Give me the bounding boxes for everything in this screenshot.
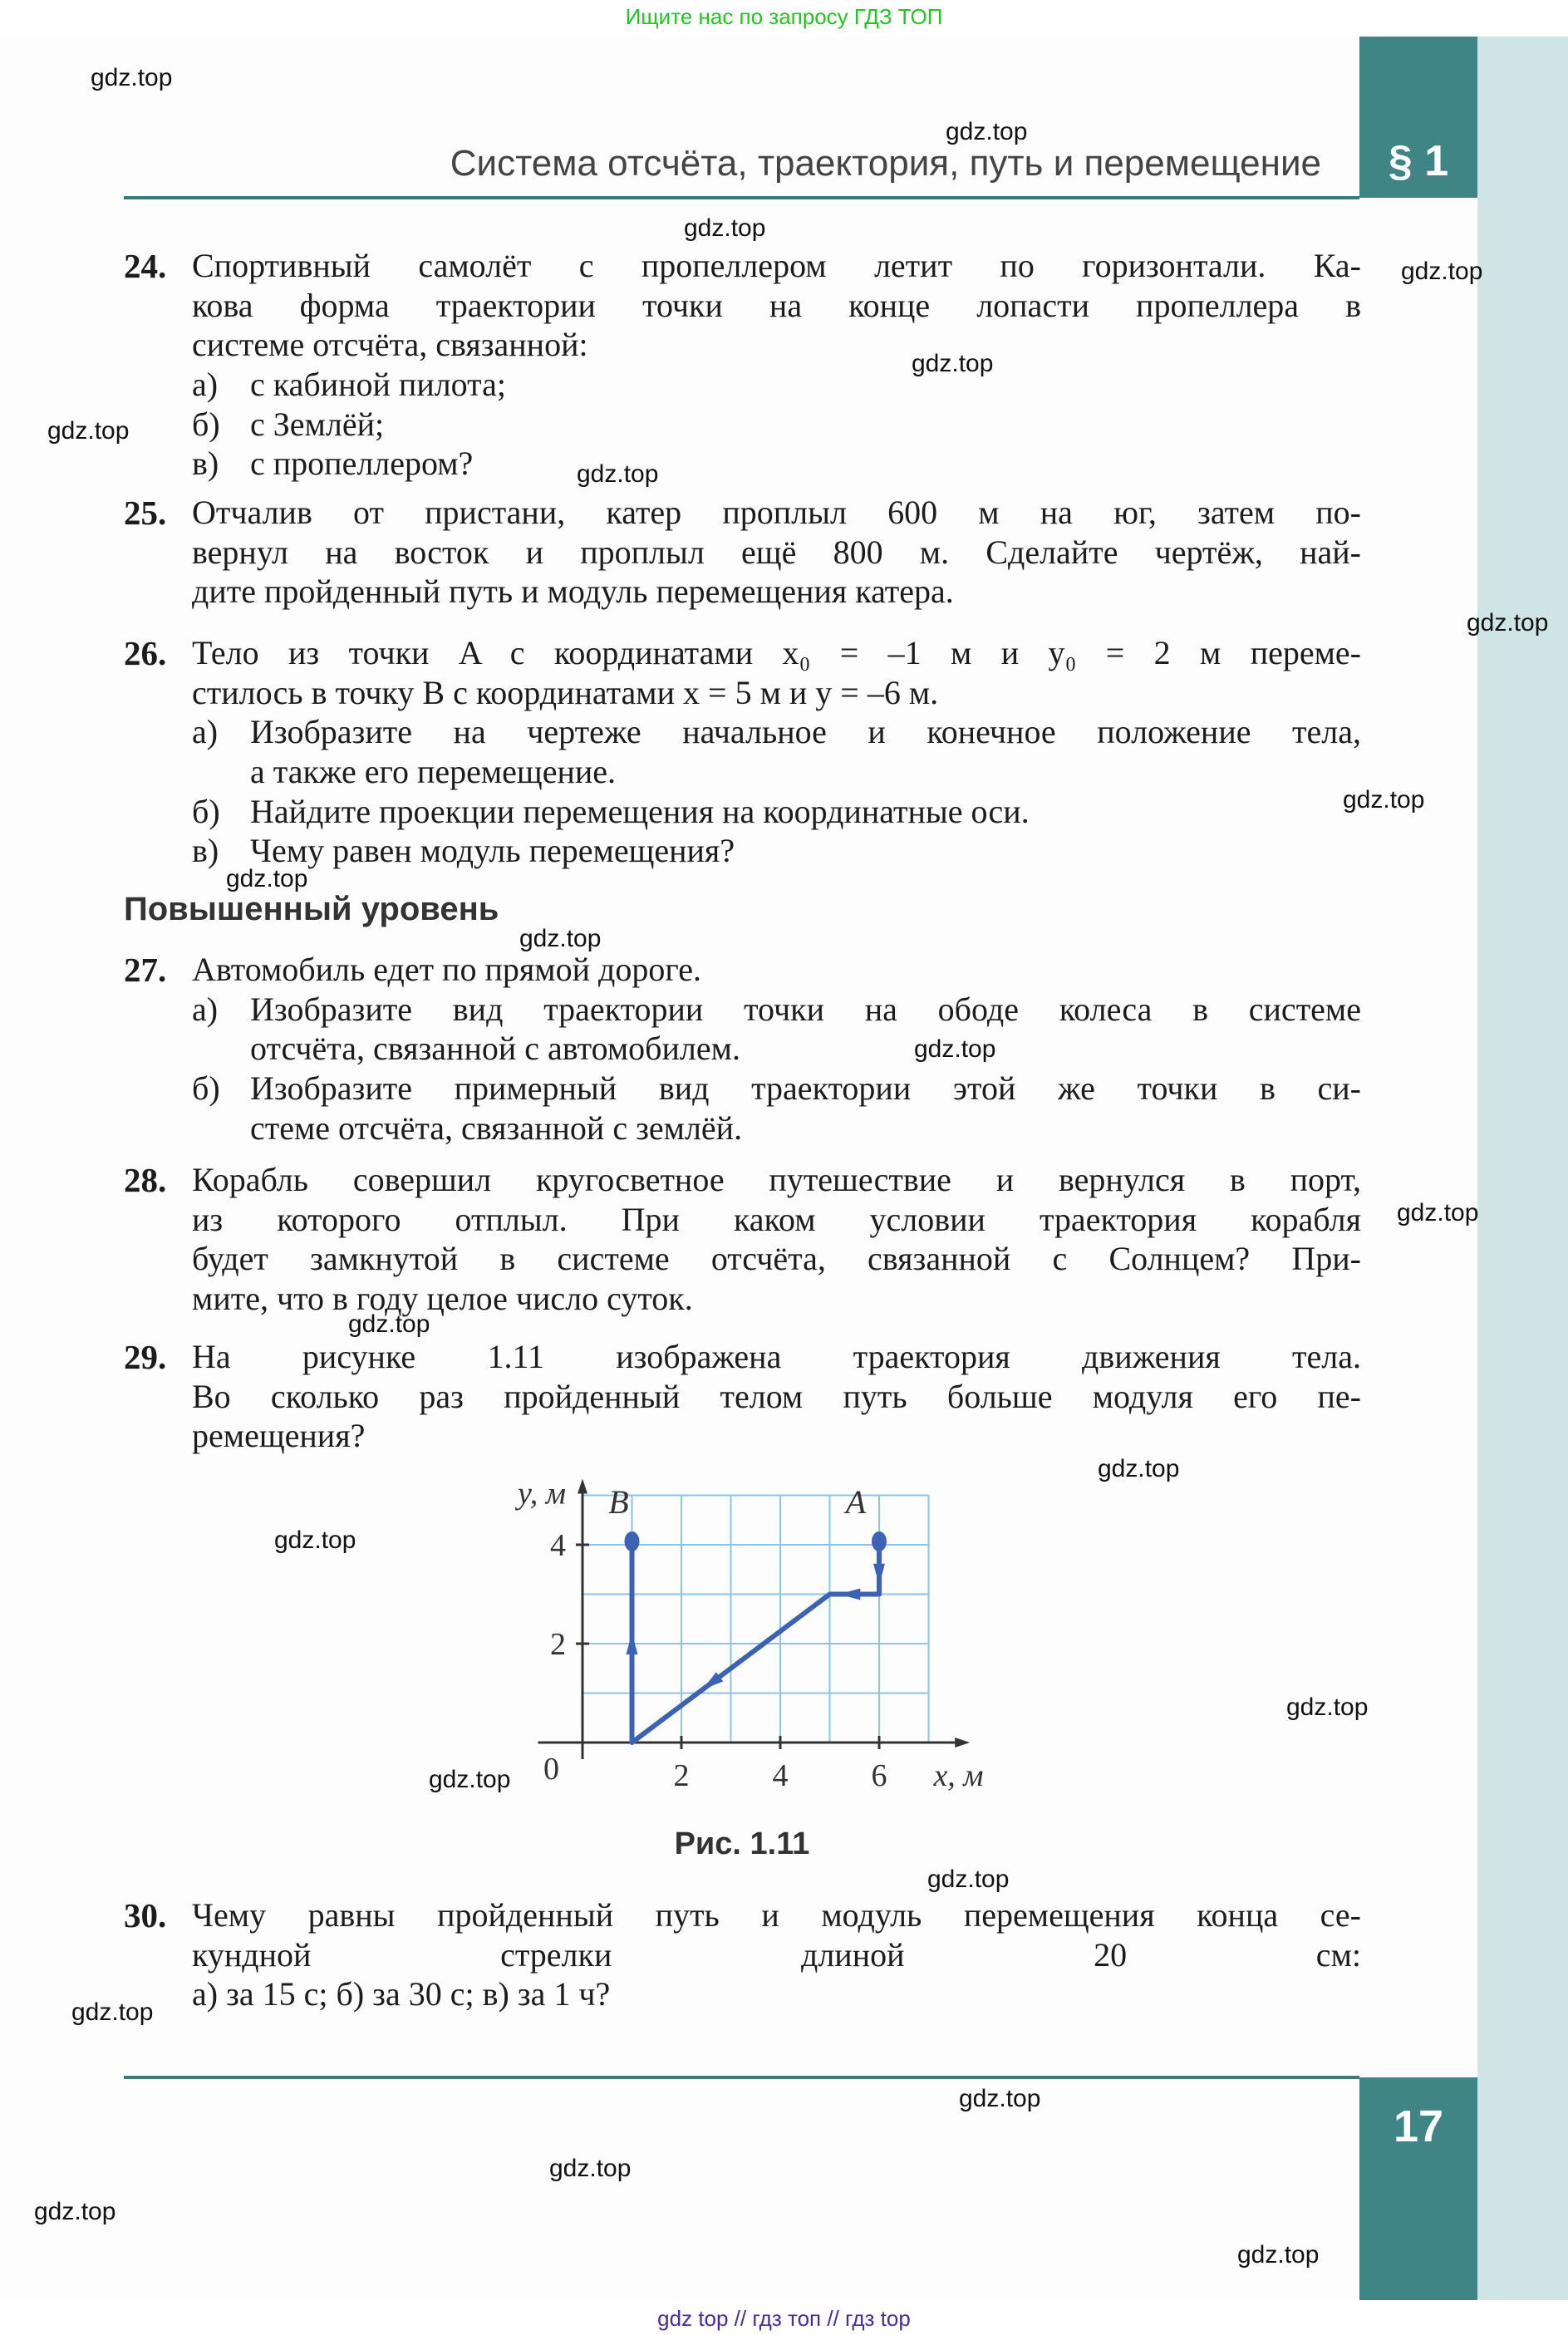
sub-question-label: а)	[192, 990, 219, 1028]
sub-question-label: б)	[192, 1069, 220, 1108]
section-number: § 1	[1388, 137, 1449, 185]
watermark: gdz.top	[429, 1766, 511, 1793]
watermark: gdz.top	[914, 1035, 996, 1063]
watermark: gdz.top	[1467, 609, 1549, 637]
problem-27	[124, 950, 1361, 1148]
point-label: B	[608, 1483, 629, 1521]
problem-30	[124, 1895, 1361, 2014]
text-line: кундной стрелки длиной 20 см:	[192, 1935, 1361, 1974]
sub-question-text	[250, 444, 1361, 484]
text-line: стеме отсчёта, связанной с землёй.	[250, 1109, 743, 1147]
y-tick-label: 4	[550, 1528, 566, 1563]
text-line: с пропеллером?	[250, 445, 474, 483]
problem-25	[124, 493, 1361, 612]
problem-number: 29.	[124, 1338, 167, 1376]
sub-question-text	[250, 831, 1361, 871]
text-line: будет замкнутой в системе отсчёта, связанной с Солнцем? При-	[192, 1240, 1361, 1278]
text-line: Тело из точки A с координатами x₀ = –1 м и y₀ = 2 м переме-	[192, 634, 1361, 671]
watermark: gdz.top	[1401, 258, 1483, 285]
x-axis-arrow	[955, 1738, 970, 1748]
sub-question-label: б)	[192, 405, 220, 443]
page-header-title: Система отсчёта, траектория, путь и перемещение	[450, 143, 1321, 184]
text-line: с кабиной пилота;	[250, 366, 506, 404]
point-B	[625, 1531, 640, 1551]
watermark: gdz.top	[577, 460, 659, 488]
sub-question-label: в)	[192, 445, 219, 483]
sub-question-text	[250, 405, 1361, 445]
page-number: 17	[1393, 2102, 1444, 2151]
text-line: вернул на восток и проплыл ещё 800 м. Сделайте чертёж, най-	[192, 533, 1361, 571]
sub-question	[192, 405, 1361, 445]
text-line: Спортивный самолёт с пропеллером летит по горизонтали. Ка-	[192, 247, 1361, 284]
text-line: Найдите проекции перемещения на координатные оси.	[250, 792, 1030, 830]
text-line: стилось в точку B с координатами x = 5 м и y = –6 м.	[192, 673, 939, 711]
x-tick-label: 4	[772, 1758, 789, 1793]
text-line: из которого отплыл. При каком условии траектория корабля	[192, 1200, 1361, 1238]
trajectory-figure	[465, 1462, 997, 1828]
sub-question-text	[250, 990, 1361, 1069]
text-line: Отчалив от пристани, катер проплыл 600 м на юг, затем по-	[192, 494, 1361, 531]
watermark: gdz.top	[946, 118, 1028, 145]
text-line: отсчёта, связанной с автомобилем.	[250, 1030, 740, 1068]
text-line: Чему равны пройденный путь и модуль перемещения конца се-	[192, 1896, 1361, 1934]
sub-question-label: а)	[192, 366, 219, 404]
footer-rule	[124, 2076, 1359, 2079]
watermark: gdz.top	[91, 64, 173, 91]
problem-text	[192, 633, 1361, 871]
text-line: ремещения?	[192, 1417, 366, 1455]
sub-question-text	[250, 792, 1361, 832]
text-line: Изобразите на чертеже начальное и конечное положение тела,	[250, 713, 1361, 751]
x-tick-label: 2	[673, 1758, 690, 1793]
problem-29	[124, 1337, 1361, 1456]
sub-question-text	[250, 712, 1361, 791]
problem-text	[192, 493, 1361, 612]
watermark: gdz.top	[274, 1526, 356, 1554]
problem-number: 27.	[124, 951, 167, 989]
text-line: Изобразите примерный вид траектории этой же точки в си-	[250, 1069, 1361, 1108]
problem-text	[192, 1895, 1361, 2014]
point-A	[872, 1531, 887, 1551]
text-line: Изобразите вид траектории точки на ободе колеса в системе	[250, 990, 1361, 1028]
sub-question-text	[250, 1069, 1361, 1148]
figure-caption: Рис. 1.11	[674, 1826, 810, 1861]
y-axis-label: y, м	[517, 1476, 566, 1512]
text-line: Автомобиль едет по прямой дороге.	[192, 951, 701, 988]
watermark: gdz.top	[519, 925, 602, 952]
problem-text	[192, 950, 1361, 1148]
footer-links[interactable]: gdz top // гдз топ // гдз top	[657, 2306, 911, 2331]
sub-question	[192, 712, 1361, 791]
sub-question-label: б)	[192, 792, 220, 830]
direction-arrow	[873, 1564, 885, 1585]
level-heading: Повышенный уровень	[124, 891, 499, 927]
problem-number: 25.	[124, 494, 167, 532]
sub-question-label: а)	[192, 713, 219, 751]
text-line: а) за 15 с; б) за 30 с; в) за 1 ч?	[192, 1975, 611, 2013]
watermark: gdz.top	[1098, 1455, 1180, 1482]
watermark: gdz.top	[34, 2198, 116, 2225]
watermark: gdz.top	[348, 1310, 430, 1338]
sub-question-label: в)	[192, 832, 219, 870]
sub-question	[192, 792, 1361, 832]
watermark: gdz.top	[1286, 1693, 1369, 1721]
watermark: gdz.top	[1343, 786, 1425, 814]
text-line: Чему равен модуль перемещения?	[250, 832, 735, 870]
point-label: A	[845, 1483, 867, 1521]
text-line: а также его перемещение.	[250, 753, 617, 791]
x-axis-label: x, м	[933, 1758, 984, 1793]
watermark: gdz.top	[959, 2085, 1041, 2112]
sub-question	[192, 1069, 1361, 1148]
watermark: gdz.top	[47, 417, 130, 445]
watermark: gdz.top	[549, 2155, 632, 2182]
header-rule	[124, 196, 1359, 199]
search-hint: Ищите нас по запросу ГДЗ ТОП	[625, 4, 943, 29]
problem-text	[192, 246, 1361, 484]
page-number-tab	[1359, 2077, 1477, 2300]
section-tab	[1359, 37, 1477, 198]
problem-number: 26.	[124, 634, 167, 672]
text-line: На рисунке 1.11 изображена траектория движения тела.	[192, 1338, 1361, 1375]
text-line: дите пройденный путь и модуль перемещения катера.	[192, 573, 954, 611]
watermark: gdz.top	[71, 1998, 154, 2026]
problem-24	[124, 246, 1361, 484]
sub-question-text	[250, 365, 1361, 405]
watermark: gdz.top	[1397, 1199, 1479, 1226]
y-axis-arrow	[578, 1479, 587, 1494]
page-edge-strip	[1477, 37, 1568, 2300]
problem-number: 30.	[124, 1896, 167, 1934]
text-line: мите, что в году целое число суток.	[192, 1280, 693, 1318]
sub-question	[192, 444, 1361, 484]
watermark: gdz.top	[684, 214, 766, 242]
text-line: Корабль совершил кругосветное путешествие и вернулся в порт,	[192, 1161, 1361, 1198]
sub-question	[192, 990, 1361, 1069]
direction-arrow	[838, 1589, 860, 1600]
watermark: gdz.top	[226, 865, 308, 892]
watermark: gdz.top	[912, 350, 994, 377]
sub-question	[192, 365, 1361, 405]
problem-28	[124, 1160, 1361, 1319]
x-tick-label: 6	[871, 1758, 887, 1793]
top-banner	[0, 0, 1568, 37]
text-line: кова форма траектории точки на конце лопасти пропеллера в	[192, 286, 1361, 324]
text-line: Во сколько раз пройденный телом путь больше модуля его пе-	[192, 1377, 1361, 1415]
origin-label: 0	[543, 1752, 559, 1787]
text-line: системе отсчёта, связанной:	[192, 326, 588, 364]
problem-number: 28.	[124, 1161, 167, 1199]
watermark: gdz.top	[927, 1866, 1010, 1893]
problem-number: 24.	[124, 247, 167, 285]
watermark: gdz.top	[1237, 2241, 1320, 2269]
text-line: с Землёй;	[250, 405, 385, 443]
problem-26	[124, 633, 1361, 871]
problem-text	[192, 1160, 1361, 1319]
sub-question	[192, 831, 1361, 871]
y-tick-label: 2	[550, 1627, 566, 1662]
problem-text	[192, 1337, 1361, 1456]
